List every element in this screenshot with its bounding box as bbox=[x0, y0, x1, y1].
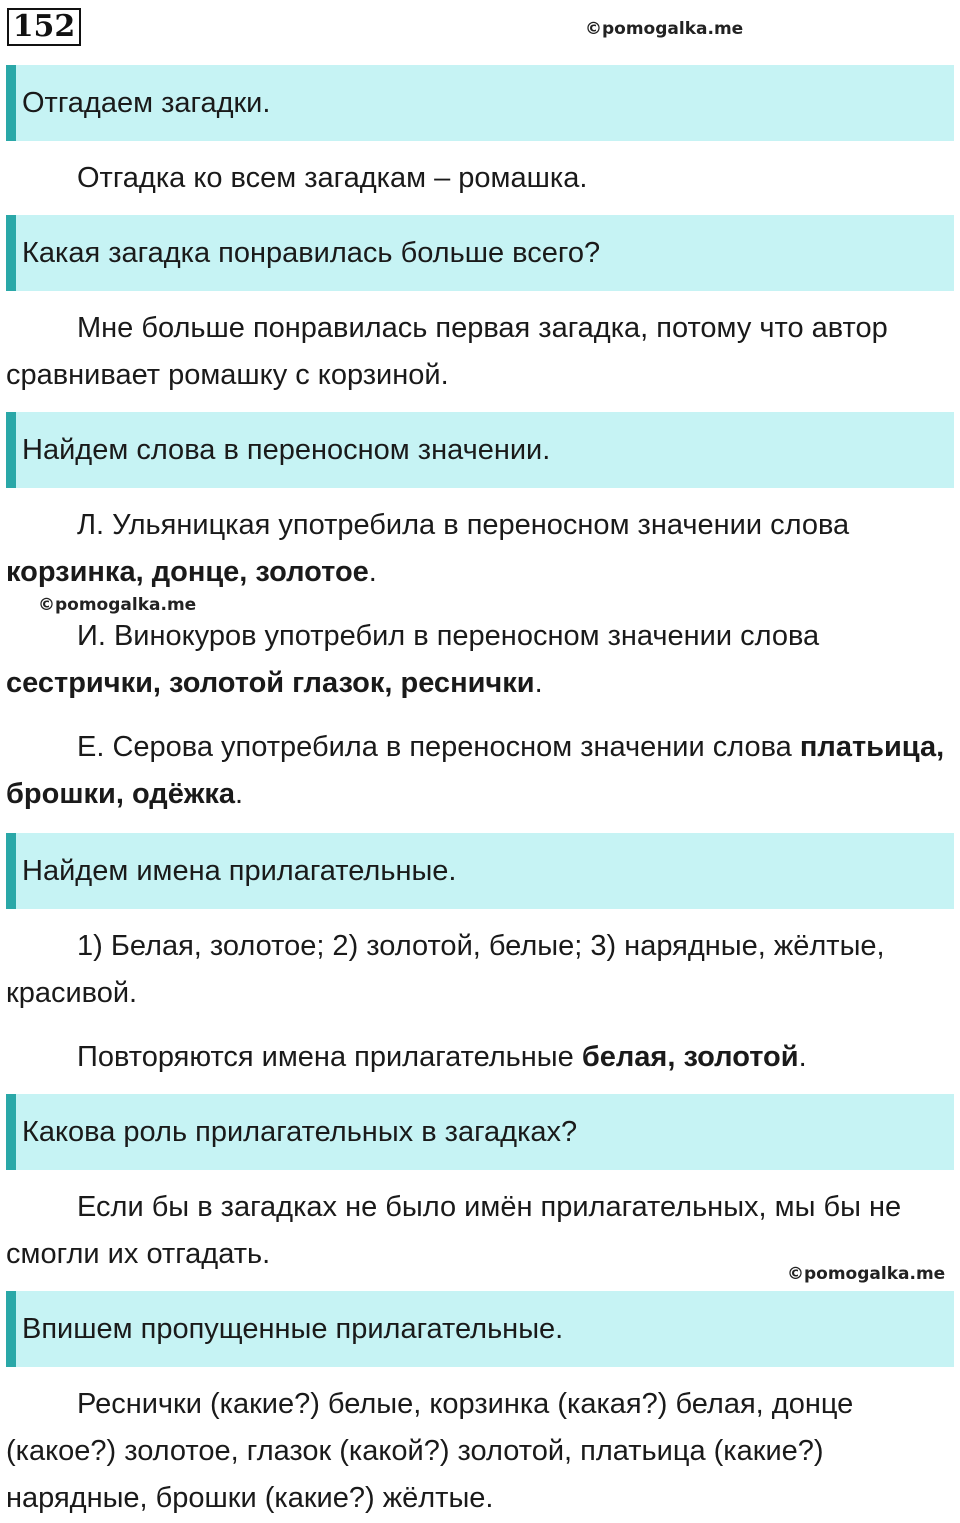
paragraph-text: 1) Белая, золотое; 2) золотой, белые; 3) нарядные, жёлтые, красивой. bbox=[6, 930, 885, 1009]
watermark-bottom: ©pomogalka.me bbox=[787, 1264, 946, 1284]
paragraph-text: И. Винокуров употребил в переносном значении слова bbox=[77, 620, 820, 652]
section-heading-1: Отгадаем загадки. bbox=[6, 65, 954, 141]
page-number: 152 bbox=[7, 8, 81, 46]
paragraph-end: . bbox=[798, 1041, 807, 1073]
section-4-paragraph-1 bbox=[6, 923, 946, 1017]
section-heading-5: Какова роль прилагательных в загадках? bbox=[6, 1094, 954, 1170]
section-3-paragraph-3 bbox=[6, 724, 946, 818]
paragraph-bold-words: белая, золотой bbox=[581, 1041, 799, 1073]
section-2-paragraph-1 bbox=[6, 305, 946, 399]
paragraph-bold-words: сестрички, золотой глазок, реснички bbox=[6, 667, 535, 699]
paragraph-text: Л. Ульяницкая употребила в переносном значении слова bbox=[77, 509, 850, 541]
section-6-paragraph-1 bbox=[6, 1381, 946, 1522]
paragraph-bold-words: платьица, брошки, одёжка bbox=[6, 731, 945, 810]
paragraph-text: Мне больше понравилась первая загадка, потому что автор сравнивает ромашку с корзиной. bbox=[6, 312, 888, 391]
section-heading-3: Найдем слова в переносном значении. bbox=[6, 412, 954, 488]
watermark-middle: ©pomogalka.me bbox=[38, 595, 197, 615]
section-3-paragraph-2 bbox=[6, 613, 946, 707]
paragraph-text: Реснички (какие?) белые, корзинка (какая?) белая, донце (какое?) золотое, глазок (какой?) золотой, платьица (какие?) нарядные, брошки (какие?) жёлтые. bbox=[6, 1388, 854, 1514]
paragraph-text: Е. Серова употребила в переносном значении слова bbox=[77, 731, 800, 763]
paragraph-text: Повторяются имена прилагательные bbox=[77, 1041, 582, 1073]
watermark-top: ©pomogalka.me bbox=[585, 19, 744, 39]
section-heading-6: Впишем пропущенные прилагательные. bbox=[6, 1291, 954, 1367]
section-heading-2: Какая загадка понравилась больше всего? bbox=[6, 215, 954, 291]
section-heading-4: Найдем имена прилагательные. bbox=[6, 833, 954, 909]
paragraph-end: . bbox=[235, 778, 244, 810]
section-1-paragraph-1 bbox=[6, 155, 946, 202]
paragraph-end: . bbox=[368, 556, 377, 588]
section-3-paragraph-1 bbox=[6, 502, 946, 596]
paragraph-text: Если бы в загадках не было имён прилагательных, мы бы не смогли их отгадать. bbox=[6, 1191, 902, 1270]
paragraph-end: . bbox=[534, 667, 543, 699]
section-4-paragraph-2 bbox=[6, 1034, 946, 1081]
paragraph-bold-words: корзинка, донце, золотое bbox=[6, 556, 369, 588]
paragraph-text: Отгадка ко всем загадкам – ромашка. bbox=[77, 162, 588, 194]
